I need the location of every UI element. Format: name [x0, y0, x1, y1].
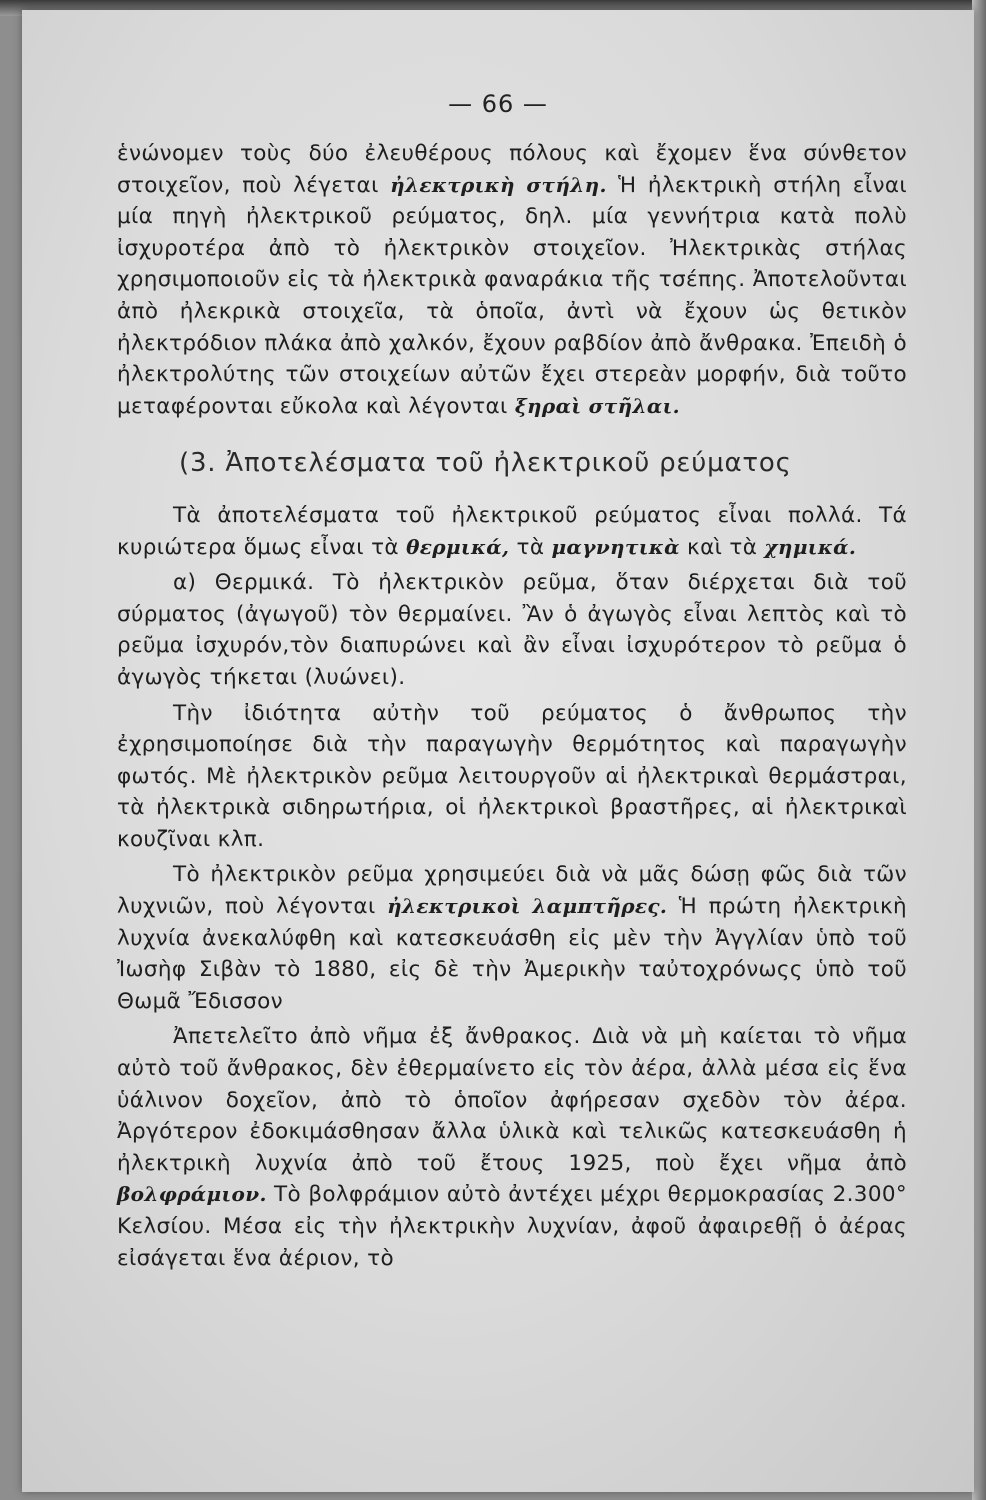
- scan-right-shadow: [972, 0, 986, 1500]
- paragraph-filament: [117, 1021, 907, 1274]
- section-heading: (3. Ἀποτελέσματα τοῦ ἠλεκτρικοῦ ρεύματος: [179, 448, 792, 479]
- paragraph-thermal: α) Θερμικά. Τὸ ἠλεκτρικὸν ρεῦμα, ὅταν διέρχεται διὰ τοῦ σύρματος (ἀγωγοῦ) τὸν θερμαίνει. Ἂν ὁ ἀγωγὸς εἶναι λεπτὸς καὶ τὸ ρεῦμα ἰσχυρόν,τὸν διαπυρώνει καὶ ἂν εἶναι ἰσχυρότερον τὸ ρεῦμα ὁ ἀγωγὸς τήκεται (λυώνει).: [117, 570, 907, 690]
- emphasis-term: βολφράμιον.: [117, 1182, 267, 1207]
- text-run: Ἡ πρώτη ἠλεκτρικὴ λυχνία ἀνεκαλύφθη καὶ κατεσκευάσθη εἰς μὲν τὴν Ἀγγλίαν ὑπὸ τοῦ Ἰωσὴφ Σιβὰν τὸ 1880, εἰς δὲ τὴν Ἀμερικὴν ταὐτοχρόνωςς ὑπὸ τοῦ Θωμᾶ Ἔδισσον: [117, 894, 907, 1014]
- page-content: [117, 138, 907, 1274]
- text-run: Τὰ ἀποτελέσματα τοῦ ἠλεκτρικοῦ ρεύματος εἶναι πολλά. Τά κυριώτερα ὅμως εἶναι τὰ: [117, 502, 907, 560]
- text-run: καὶ τὰ: [679, 534, 765, 560]
- emphasis-term: μαγνητικὰ: [551, 534, 680, 559]
- emphasis-term: θερμικά,: [406, 534, 510, 559]
- paragraph-electric-pile: [117, 138, 907, 422]
- text-run: Ἀπετελεῖτο ἀπὸ νῆμα ἐξ ἄνθρακος. Διὰ νὰ μὴ καίεται τὸ νῆμα αὐτὸ τοῦ ἄνθρακος, δὲν ἐθερμαίνετο εἰς τὸν ἀέρα, ἀλλὰ μέσα εἰς ἕνα ὑάλινον δοχεῖον, ἀπὸ τὸ ὁποῖον ἀφήρεσαν σχεδὸν τὸν ἀέρα. Ἀργότερον ἐδοκιμάσθησαν ἄλλα ὑλικὰ καὶ τελικῶς κατεσκευάσθη ἡ ἠλεκτρικὴ λυχνία ἀπὸ τοῦ ἔτους 1925, ποὺ ἔχει νῆμα ἀπὸ: [117, 1024, 907, 1176]
- paragraph-thermal-uses: Τὴν ἰδιότητα αὐτὴν τοῦ ρεύματος ὁ ἄνθρωπος τὴν ἐχρησιμοποίησε διὰ τὴν παραγωγὴν θερμότητος καὶ παραγωγὴν φωτός. Μὲ ἠλεκτρικὸν ρεῦμα λειτουργοῦν αἱ ἠλεκτρικαὶ θερμάστραι, τὰ ἠλεκτρικὰ σιδηρωτήρια, οἱ ἠλεκτρικοὶ βραστῆρες, αἱ ἠλεκτρικαὶ κουζῖναι κλπ.: [117, 700, 907, 852]
- emphasis-term: ἠλεκτρικὴ στήλη.: [390, 172, 607, 197]
- text-run: τὰ: [509, 534, 552, 560]
- text-run: ἑνώνομεν τοὺς δύο ἐλευθέρους πόλους καὶ ἔχομεν ἕνα σύνθετον στοιχεῖον, ποὺ λέγεται: [117, 141, 907, 198]
- text-run: Τὸ ἠλεκτρικὸν ρεῦμα χρησιμεύει διὰ νὰ μᾶς δώσῃ φῶς διὰ τῶν λυχνιῶν, ποὺ λέγονται: [117, 862, 907, 920]
- emphasis-term: ξηραὶ στῆλαι.: [514, 393, 680, 418]
- text-run: Ἡ ἠλεκτρικὴ στήλη εἶναι μία πηγὴ ἠλεκτρικοῦ ρεύματος, δηλ. μία γεννήτρια κατὰ πολὺ ἰσχυροτέρα ἀπὸ τὸ ἠλεκτρικὸν στοιχεῖον. Ἠλεκτρικὰς στήλας χρησιμοποιοῦν εἰς τὰ ἠλεκτρικὰ φαναράκια τῆς τσέπης. Ἀποτελοῦνται ἀπὸ ἠλεκρικὰ στοιχεῖα, τὰ ὁποῖα, ἀντὶ νὰ ἔχουν ὡς θετικὸν ἠλεκτρόδιον πλάκα ἀπὸ χαλκόν, ἔχουν ραβδίον ἀπὸ ἄνθρακα. Ἐπειδὴ ὁ ἠλεκτρολύτης τῶν στοιχείων αὐτῶν ἔχει στερεὰν μορφήν, διὰ τοῦτο μεταφέρονται εὔκολα καὶ λέγονται: [117, 172, 907, 419]
- emphasis-term: χημικά.: [764, 534, 857, 559]
- page-number: — 66 —: [448, 90, 548, 118]
- text-run: Τὸ βολφράμιον αὐτὸ ἀντέχει μέχρι θερμοκρασίας 2.300° Κελσίου. Μέσα εἰς τὴν ἠλεκτρικὴν λυχνίαν, ἀφοῦ ἀφαιρεθῇ ὁ ἀέρας εἰσάγεται ἕνα ἀέριον, τὸ: [117, 1182, 907, 1271]
- paragraph-effects: [117, 500, 907, 563]
- emphasis-term: ἠλεκτρικοὶ λαμπτῆρες.: [387, 894, 668, 919]
- document-page: [22, 10, 974, 1492]
- paragraph-lamps: [117, 859, 907, 1017]
